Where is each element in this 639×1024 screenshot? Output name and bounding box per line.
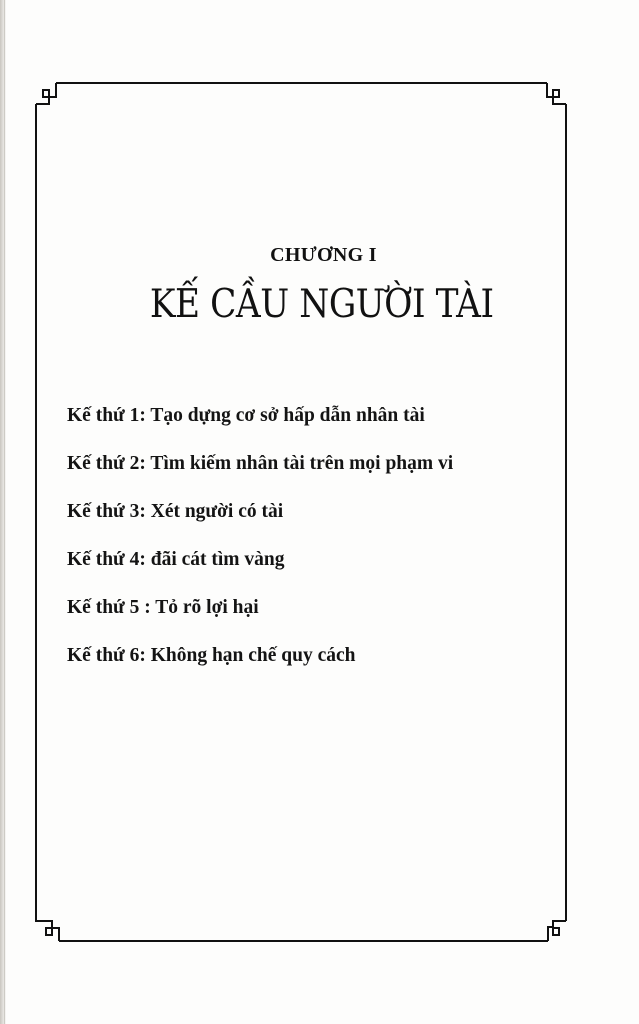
- corner-ornament-bottom-left-icon: [36, 921, 59, 941]
- strategy-item-2: Kế thứ 2: Tìm kiếm nhân tài trên mọi phạm vi: [67, 453, 454, 474]
- corner-ornament-top-right-icon: [547, 83, 566, 104]
- corner-ornament-top-left-icon: [36, 83, 56, 104]
- chapter-title: KẾ CẦU NGƯỜI TÀI: [149, 282, 494, 327]
- chapter-label: CHƯƠNG I: [270, 244, 377, 266]
- strategy-item-4: Kế thứ 4: đãi cát tìm vàng: [67, 549, 285, 570]
- strategy-list: [67, 392, 453, 680]
- strategy-item-3: Kế thứ 3: Xét người có tài: [67, 501, 284, 522]
- corner-ornament-bottom-right-icon: [548, 921, 566, 941]
- strategy-item-1: Kế thứ 1: Tạo dựng cơ sở hấp dẫn nhân tài: [67, 405, 425, 426]
- strategy-item-5: Kế thứ 5 : Tỏ rõ lợi hại: [67, 597, 259, 618]
- strategy-item-6: Kế thứ 6: Không hạn chế quy cách: [67, 645, 356, 666]
